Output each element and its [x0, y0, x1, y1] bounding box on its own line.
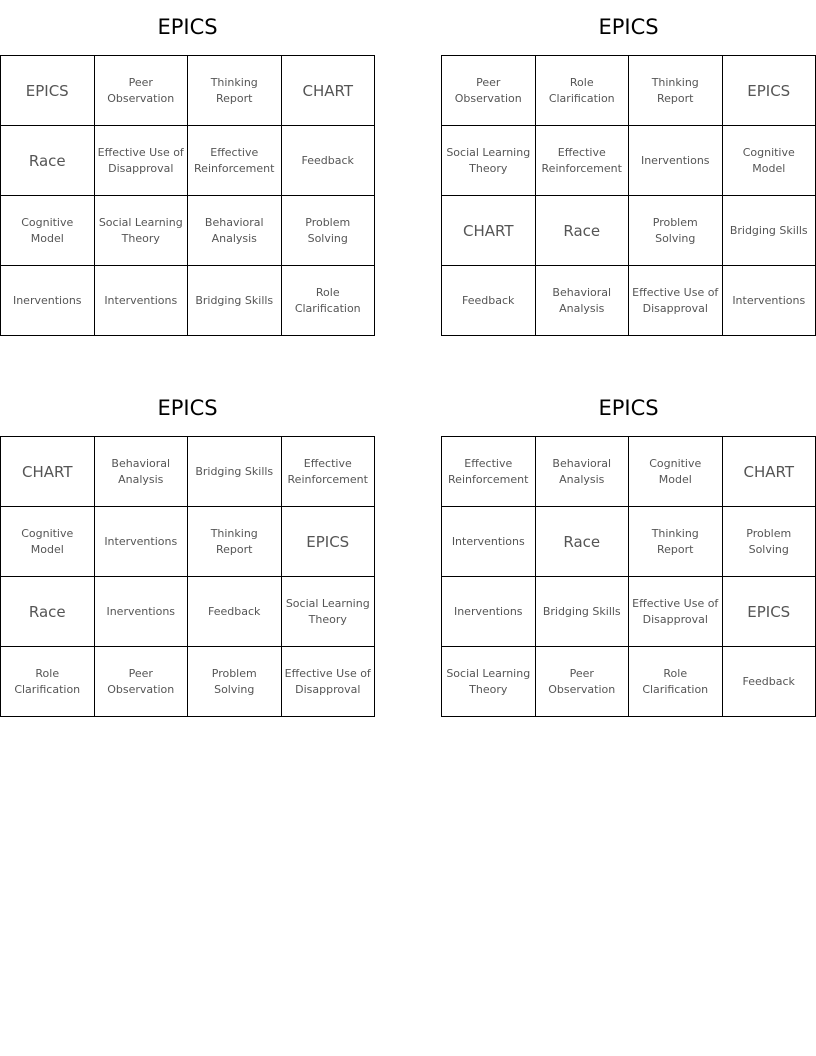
bingo-grid [441, 55, 816, 336]
bingo-cell: CHART [723, 437, 816, 507]
bingo-cell: EPICS [1, 56, 95, 126]
bingo-cell: Behavioral Analysis [188, 196, 282, 266]
bingo-cell: Interventions [723, 266, 816, 336]
bingo-cell: CHART [282, 56, 376, 126]
bingo-cell: Bridging Skills [188, 266, 282, 336]
bingo-cell: Feedback [442, 266, 536, 336]
bingo-cell: Social Learning Theory [95, 196, 189, 266]
bingo-cell: Role Clarification [629, 647, 723, 717]
bingo-cell: Effective Reinforcement [442, 437, 536, 507]
bingo-cell: Peer Observation [536, 647, 630, 717]
bingo-card-1 [0, 0, 375, 336]
bingo-cell: Cognitive Model [629, 437, 723, 507]
bingo-cell: Feedback [723, 647, 816, 717]
bingo-cell: Peer Observation [442, 56, 536, 126]
card-title: EPICS [598, 15, 659, 39]
bingo-cell: Race [1, 577, 95, 647]
bingo-cell: Social Learning Theory [442, 647, 536, 717]
bingo-cell: Effective Reinforcement [188, 126, 282, 196]
bingo-cell: Bridging Skills [188, 437, 282, 507]
bingo-cell: Thinking Report [629, 56, 723, 126]
bingo-cell: Race [536, 507, 630, 577]
bingo-cell: Race [536, 196, 630, 266]
bingo-cell: Thinking Report [188, 507, 282, 577]
bingo-cell: Peer Observation [95, 647, 189, 717]
bingo-cell: Social Learning Theory [282, 577, 376, 647]
bingo-cell: Effective Use of Disapproval [95, 126, 189, 196]
bingo-cell: Cognitive Model [723, 126, 816, 196]
bingo-card-2 [441, 0, 816, 336]
bingo-cell: Effective Use of Disapproval [282, 647, 376, 717]
bingo-cell: Social Learning Theory [442, 126, 536, 196]
bingo-grid [0, 55, 375, 336]
card-title: EPICS [157, 15, 218, 39]
bingo-cell: Cognitive Model [1, 507, 95, 577]
bingo-grid [441, 436, 816, 717]
bingo-cell: Problem Solving [282, 196, 376, 266]
bingo-cell: Feedback [188, 577, 282, 647]
bingo-cell: Role Clarification [1, 647, 95, 717]
bingo-cell: Problem Solving [723, 507, 816, 577]
bingo-cell: Effective Use of Disapproval [629, 577, 723, 647]
bingo-cell: Cognitive Model [1, 196, 95, 266]
bingo-cell: Role Clarification [282, 266, 376, 336]
bingo-cell: Race [1, 126, 95, 196]
bingo-cell: Problem Solving [629, 196, 723, 266]
bingo-cell: Effective Reinforcement [536, 126, 630, 196]
bingo-cell: EPICS [723, 56, 816, 126]
card-title: EPICS [598, 396, 659, 420]
bingo-cell: Inerventions [1, 266, 95, 336]
bingo-cell: Thinking Report [629, 507, 723, 577]
bingo-cell: Behavioral Analysis [536, 437, 630, 507]
bingo-cell: Feedback [282, 126, 376, 196]
bingo-cell: Bridging Skills [723, 196, 816, 266]
bingo-cell: Thinking Report [188, 56, 282, 126]
bingo-cell: Inerventions [629, 126, 723, 196]
bingo-cell: CHART [442, 196, 536, 266]
bingo-cell: Effective Reinforcement [282, 437, 376, 507]
bingo-card-3 [0, 381, 375, 717]
bingo-cell: CHART [1, 437, 95, 507]
bingo-cell: EPICS [282, 507, 376, 577]
bingo-cell: Role Clarification [536, 56, 630, 126]
bingo-cell: Effective Use of Disapproval [629, 266, 723, 336]
bingo-cell: Inerventions [442, 577, 536, 647]
bingo-cell: Interventions [442, 507, 536, 577]
bingo-cell: EPICS [723, 577, 816, 647]
bingo-card-4 [441, 381, 816, 717]
bingo-cell: Behavioral Analysis [536, 266, 630, 336]
bingo-cell: Problem Solving [188, 647, 282, 717]
bingo-grid [0, 436, 375, 717]
bingo-cell: Bridging Skills [536, 577, 630, 647]
bingo-cell: Inerventions [95, 577, 189, 647]
bingo-cell: Interventions [95, 507, 189, 577]
bingo-cell: Interventions [95, 266, 189, 336]
bingo-cell: Behavioral Analysis [95, 437, 189, 507]
card-title: EPICS [157, 396, 218, 420]
bingo-cell: Peer Observation [95, 56, 189, 126]
